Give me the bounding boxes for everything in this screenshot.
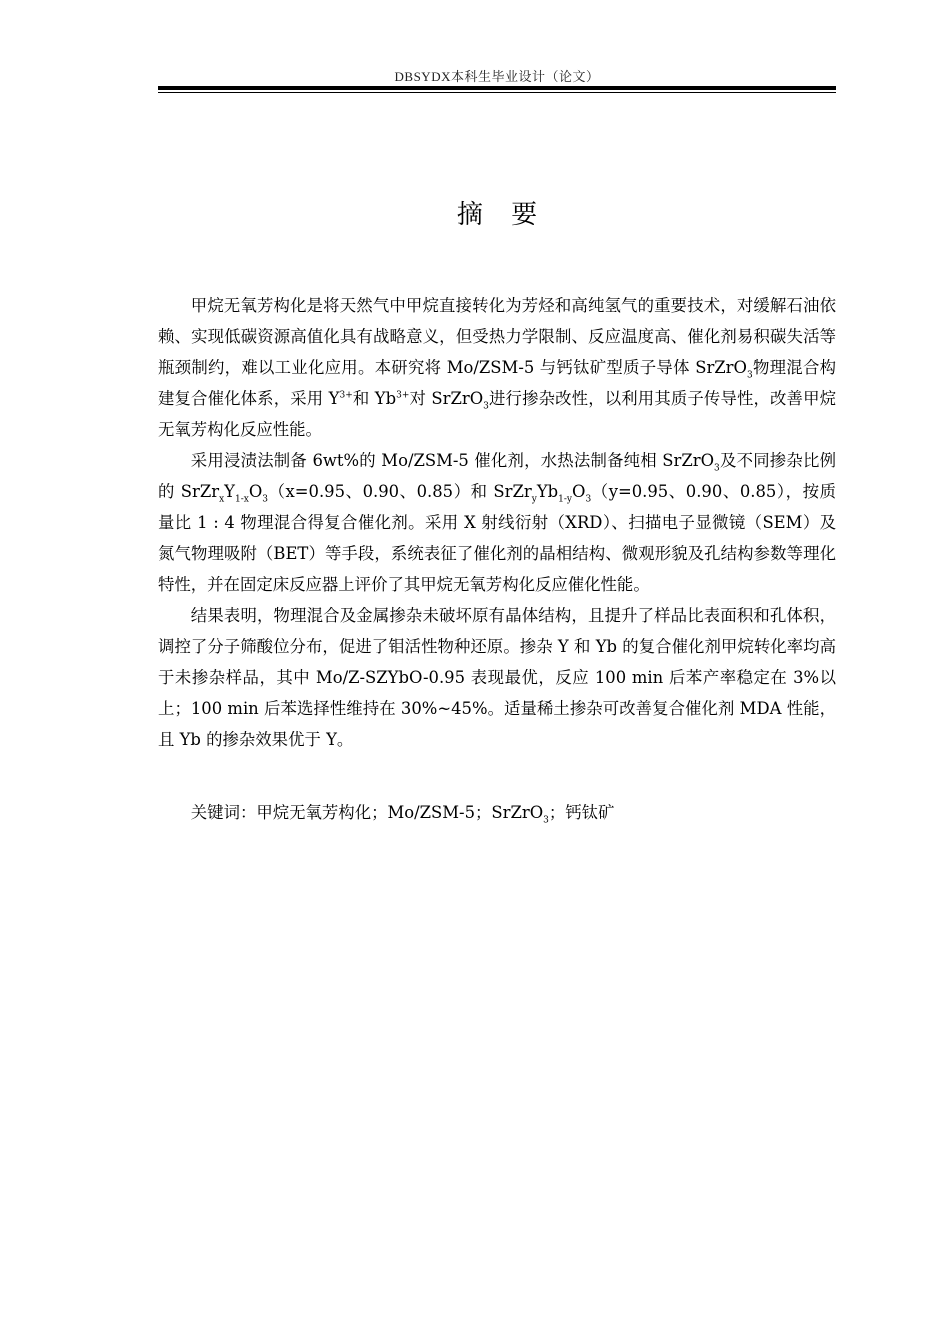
text-run: 采用浸渍法制备 6wt%的 Mo/ZSM-5 催化剂，水热法制备纯相 SrZrO — [190, 451, 715, 470]
text-run: （y=0.95、0.90、0.85），按质量比 1 : 4 物理混合得复合催化剂。采用 X 射线衍射（XRD）、扫描电子显微镜（SEM）及氮气物理吸附（BET）等手段，系统表征了催化剂的晶相结构、微观形貌及孔结构参数等理化特性，并在固定床反应器上评价了其甲烷无氧芳构化反应催化性能。 — [158, 482, 837, 594]
subscript-text: 3 — [543, 815, 549, 826]
text-run: 甲烷无氧芳构化是将天然气中甲烷直接转化为芳烃和高纯氢气的重要技术，对缓解石油依赖、实现低碳资源高值化具有战略意义，但受热力学限制、反应温度高、催化剂易积碳失活等瓶颈制约，难以工业化应用。本研究将 Mo/ZSM-5 与钙钛矿型质子导体 SrZrO — [158, 296, 836, 377]
subscript-text: 3 — [746, 370, 753, 381]
keywords-content — [256, 803, 615, 826]
subscript-text: 3 — [714, 463, 720, 474]
text-run: Yb — [536, 482, 559, 501]
abstract-paragraph-3 — [158, 600, 836, 755]
superscript-text: 3+ — [396, 390, 410, 401]
page-header: DBSYDX本科生毕业设计（论文） — [394, 69, 600, 84]
text-run: Y — [224, 482, 235, 501]
subscript-text: 3 — [483, 401, 489, 412]
abstract-paragraph-1 — [158, 290, 836, 445]
subscript-text: 1-x — [234, 494, 249, 505]
subscript-text: y — [531, 494, 537, 505]
text-run: ；钙钛矿 — [548, 803, 615, 822]
text-run: 物理混合构建复合催化体系，采用 Y — [158, 358, 837, 408]
text-run: O — [572, 482, 586, 501]
abstract-paragraph-2 — [158, 445, 836, 600]
header-rule-thin — [158, 92, 836, 93]
text-run: O — [248, 482, 263, 501]
subscript-text: 1-y — [558, 494, 572, 505]
subscript-text: 3 — [585, 494, 592, 505]
keywords-label: 关键词： — [190, 803, 257, 822]
superscript-text: 3+ — [339, 390, 353, 401]
subscript-text: 3 — [262, 494, 268, 505]
abstract-title: 摘 要 — [456, 200, 548, 230]
text-run: 甲烷无氧芳构化；Mo/ZSM-5；SrZrO — [256, 803, 544, 822]
text-run: 和 Yb — [352, 389, 397, 408]
subscript-text: x — [219, 494, 225, 505]
text-run: 及不同掺杂比例的 SrZr — [158, 451, 837, 501]
keywords-line — [158, 797, 836, 828]
header-rule-thick — [158, 86, 836, 90]
text-run: 结果表明，物理混合及金属掺杂未破坏原有晶体结构，且提升了样品比表面积和孔体积，调控了分子筛酸位分布，促进了钼活性物种还原。掺杂 Y 和 Yb 的复合催化剂甲烷转化率均高于未掺杂样品，其中 Mo/Z-SZYbO-0.95 表现最优，反应 100 min 后苯产率稳定在 3%以上；100 min 后苯选择性维持在 30%~45%。适量稀土掺杂可改善复合催化剂 MDA 性能，且 Yb 的掺杂效果优于 Y。 — [158, 606, 836, 749]
text-run: （x=0.95、0.90、0.85）和 SrZr — [267, 482, 532, 501]
text-run: 进行掺杂改性，以利用其质子传导性，改善甲烷无氧芳构化反应性能。 — [158, 389, 837, 439]
abstract-body — [158, 290, 836, 755]
text-run: 对 SrZrO — [409, 389, 484, 408]
